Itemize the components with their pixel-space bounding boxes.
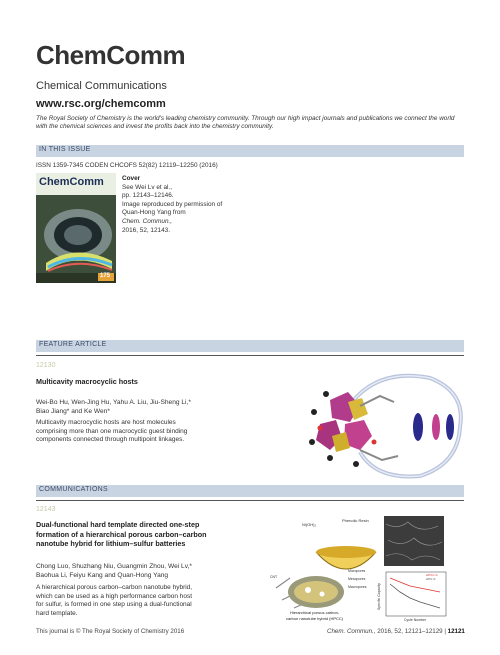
journal-subtitle: Chemical Communications xyxy=(36,80,167,92)
page-number: 12121 xyxy=(447,628,465,635)
graph-series-label: HPC-S xyxy=(426,577,436,581)
cover-text-line: Image reproduced by permission of xyxy=(122,200,223,208)
cover-artwork xyxy=(36,173,116,283)
communication-abstract-line: for sulfur, is formed in one step using a dual-functional xyxy=(36,601,192,609)
figure-label: Macropores xyxy=(348,585,367,589)
figure-label: Micropores xyxy=(348,569,366,573)
feature-abstract-line: components connected through multipoint linkages. xyxy=(36,436,185,444)
section-rule xyxy=(36,500,464,501)
graph-series-label: HPCC-S xyxy=(426,573,438,577)
communication-abstract xyxy=(36,584,192,618)
footer-citation: 2016, 52, 12121–12129 xyxy=(375,628,443,635)
figure-label: Ni(OH)₂ xyxy=(302,522,316,527)
figure-label: Phenolic Resin xyxy=(342,518,369,523)
communication-title-line: Dual-functional hard template directed one-step xyxy=(36,520,200,529)
figure-caption: carbon nanotube hybrid (HPCC) xyxy=(286,616,344,621)
feature-abstract-line: Multicavity macrocyclic hosts are host molecules xyxy=(36,419,176,426)
figure-label: Mesopores xyxy=(348,577,366,581)
communication-abstract-line: hard template. xyxy=(36,609,78,617)
copyright-footer: This journal is © The Royal Society of Chemistry 2016 xyxy=(36,628,185,635)
section-rule xyxy=(36,355,464,356)
communication-title[interactable] xyxy=(36,520,207,549)
communication-authors xyxy=(36,562,192,580)
feature-title[interactable]: Multicavity macrocyclic hosts xyxy=(36,377,138,386)
feature-authors xyxy=(36,398,191,416)
journal-url[interactable]: www.rsc.org/chemcomm xyxy=(36,98,166,110)
cover-image xyxy=(36,173,116,283)
cover-number: 175 xyxy=(100,273,111,279)
cover-text-line: 2016, 52, 12143. xyxy=(122,226,170,234)
in-this-issue-band xyxy=(36,145,464,157)
feature-article-label: FEATURE ARTICLE xyxy=(39,341,107,348)
in-this-issue-label: IN THIS ISSUE xyxy=(39,146,91,153)
communication-title-line: nanotube hybrid for lithium–sulfur batteries xyxy=(36,539,186,549)
communication-authors-line: Baohua Li, Feiyu Kang and Quan-Hong Yang xyxy=(36,572,169,579)
communication-abstract-line: which can be used as a high performance carbon host xyxy=(36,592,193,600)
communication-page-number: 12143 xyxy=(36,506,56,513)
rsc-blurb: The Royal Society of Chemistry is the world's leading chemistry community. Through our high impact journals and publications we connect the world with the chemical sciences and invest the profits back into the chemistry community. xyxy=(36,115,455,131)
citation-footer xyxy=(327,628,465,635)
cover-heading: Cover xyxy=(122,175,141,182)
feature-authors-line: Wei-Bo Hu, Wen-Jing Hu, Yahu A. Liu, Jiu-Sheng Li,* xyxy=(36,399,191,406)
cover-text-line: See Wei Lv et al., xyxy=(122,183,172,191)
communication-authors-line: Chong Luo, Shuzhang Niu, Guangmin Zhou, Wei Lv,* xyxy=(36,563,192,570)
footer-divider: | xyxy=(442,628,448,635)
issn-line: ISSN 1359-7345 CODEN CHCOFS 52(82) 12119–12250 (2016) xyxy=(36,162,218,169)
feature-abstract-line: comprising more than one macrocyclic guest binding xyxy=(36,427,188,435)
communications-band xyxy=(36,485,464,497)
cover-text-line: pp. 12143–12146. xyxy=(122,192,174,200)
journal-title: ChemComm xyxy=(36,40,186,70)
graph-xlabel: Cycle Number xyxy=(404,618,427,622)
figure-caption: Hierarchical porous carbon- xyxy=(290,610,340,615)
feature-authors-line: Biao Jiang* and Ke Wen* xyxy=(36,408,110,415)
feature-abstract xyxy=(36,419,187,445)
cover-text-line: Quan-Hong Yang from xyxy=(122,209,186,217)
footer-journal: Chem. Commun., xyxy=(327,628,376,635)
hpcc-figure xyxy=(268,512,468,622)
feature-article-band xyxy=(36,340,464,352)
macrocycle-figure xyxy=(290,372,470,482)
communications-label: COMMUNICATIONS xyxy=(39,486,109,493)
communication-abstract-line: A hierarchical porous carbon–carbon nanotube hybrid, xyxy=(36,584,193,591)
feature-page-number: 12130 xyxy=(36,362,56,369)
cover-caption xyxy=(122,175,232,235)
cover-text-line: Chem. Commun., xyxy=(122,217,173,225)
graph-ylabel: Specific Capacity xyxy=(377,583,381,610)
communication-title-line: formation of a hierarchical porous carbon–carbon xyxy=(36,529,207,539)
cover-journal-title: ChemComm xyxy=(39,176,104,188)
figure-label: CNT xyxy=(270,575,278,579)
